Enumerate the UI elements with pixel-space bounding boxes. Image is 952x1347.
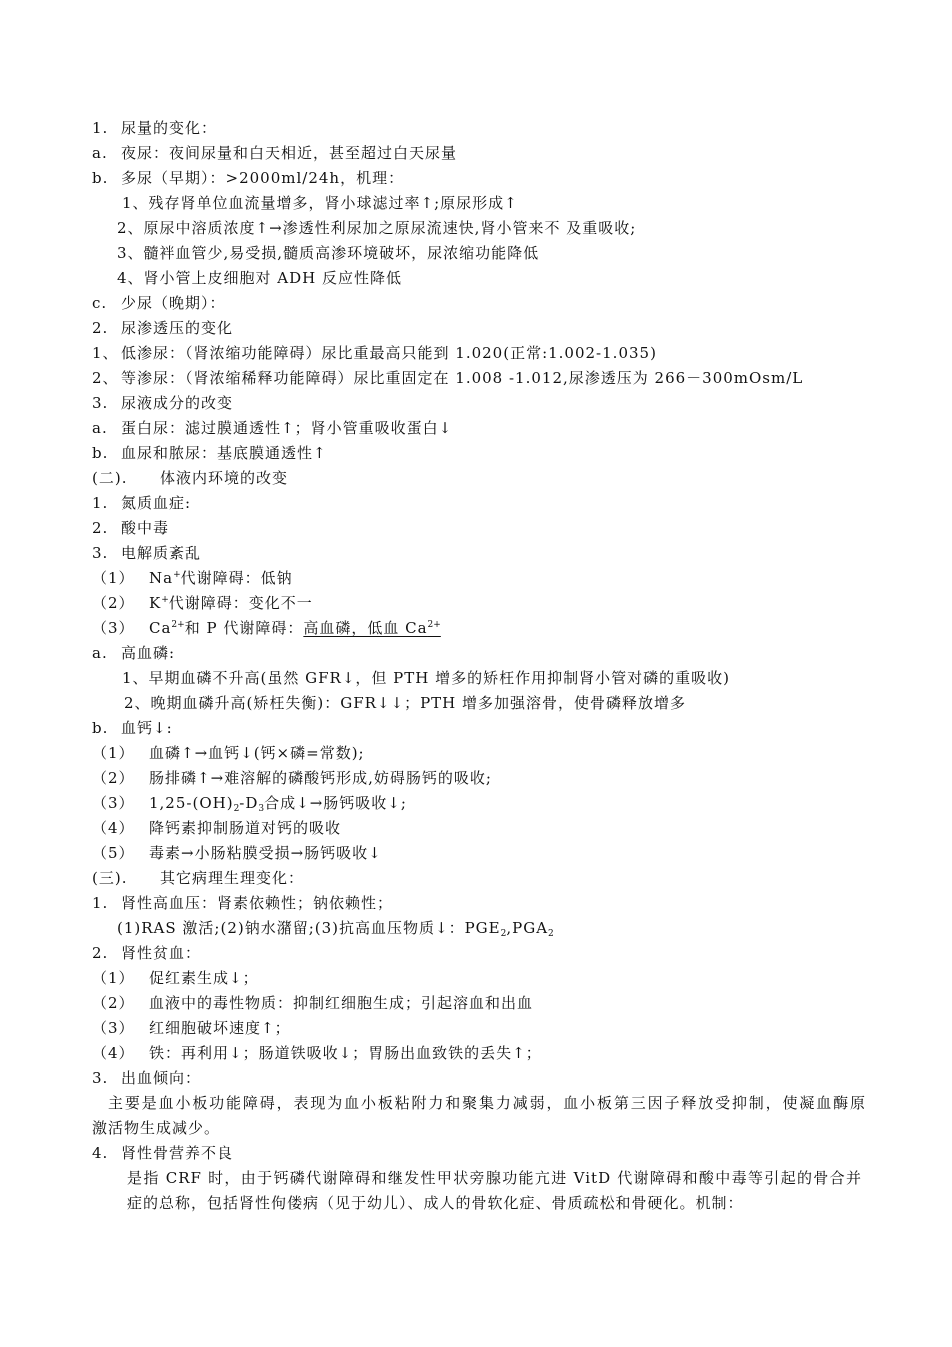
list-marker: （5） — [92, 844, 135, 862]
list-item — [92, 441, 892, 466]
line-text: 尿液成分的改变 — [121, 394, 234, 412]
line-text: 酸中毒 — [121, 519, 170, 537]
line-text: ,PGA — [506, 919, 549, 937]
list-item — [92, 741, 892, 766]
line-text: 尿量的变化： — [121, 119, 218, 137]
subscript: 2 — [548, 929, 554, 939]
list-item — [92, 841, 892, 866]
line-text: 出血倾向： — [121, 1069, 202, 1087]
underlined-text — [303, 619, 440, 637]
line-text: 3、髓袢血管少,易受损,髓质高渗环境破坏，尿浓缩功能降低 — [117, 244, 540, 262]
line-text: 和 P 代谢障碍： — [184, 619, 304, 637]
line-text: 尿渗透压的变化 — [121, 319, 234, 337]
list-item — [92, 291, 892, 316]
list-marker: （3） — [92, 1019, 135, 1037]
sub-item — [92, 666, 922, 691]
list-item — [92, 366, 892, 391]
line-text: 1,25-(OH) — [149, 794, 234, 812]
list-marker: （1） — [92, 969, 135, 987]
section-heading — [92, 891, 892, 916]
list-item — [92, 616, 892, 641]
line-text: 促红素生成↓； — [149, 969, 259, 987]
list-item — [92, 816, 892, 841]
line-text: 体液内环境的改变 — [160, 469, 289, 487]
list-item — [92, 791, 892, 816]
line-text: 血尿和脓尿：基底膜通透性↑ — [121, 444, 327, 462]
list-marker: b. — [92, 719, 109, 737]
line-text: 降钙素抑制肠道对钙的吸收 — [149, 819, 342, 837]
line-text: (1)RAS 激活;(2)钠水潴留;(3)抗高血压物质↓：PGE — [117, 919, 501, 937]
line-text: 高血磷: — [121, 644, 176, 662]
line-text: 电解质紊乱 — [121, 544, 202, 562]
list-item — [92, 641, 892, 666]
superscript: 2+ — [171, 620, 185, 630]
chapter-heading — [92, 866, 892, 891]
list-marker: 1. — [92, 894, 109, 912]
list-marker: （1） — [92, 744, 135, 762]
list-marker: (二). — [92, 469, 128, 487]
list-item — [92, 341, 892, 366]
line-text: -D — [239, 794, 259, 812]
section-heading — [92, 391, 892, 416]
sub-item — [92, 916, 917, 941]
sub-item — [92, 241, 917, 266]
line-text: 2、晚期血磷升高(矫枉失衡)：GFR↓↓；PTH 增多加强溶骨，使骨磷释放增多 — [124, 694, 687, 712]
line-text: 肾性高血压：肾素依赖性；钠依赖性； — [121, 894, 394, 912]
list-marker: a. — [92, 419, 108, 437]
paragraph-line: 主要是血小板功能障碍，表现为血小板粘附力和聚集力减弱，血小板第三因子释放受抑制，使凝血酶原 — [108, 1094, 866, 1112]
chapter-heading — [92, 466, 892, 491]
line-text: 夜尿：夜间尿量和白天相近，甚至超过白天尿量 — [121, 144, 458, 162]
list-marker: （3） — [92, 794, 135, 812]
line-text: 合成↓→肠钙吸收↓; — [264, 794, 407, 812]
line-text: 少尿（晚期）： — [121, 294, 226, 312]
list-marker: 2. — [92, 519, 109, 537]
list-marker: 3. — [92, 544, 109, 562]
list-marker: （4） — [92, 819, 135, 837]
list-item — [92, 966, 892, 991]
line-text: 1、残存肾单位血流量增多，肾小球滤过率↑;原尿形成↑ — [122, 194, 518, 212]
superscript: + — [173, 570, 181, 580]
list-marker: （2） — [92, 769, 135, 787]
underlined-text-part: 高血磷，低血 Ca — [303, 619, 428, 637]
line-text: 2、原尿中溶质浓度↑→渗透性利尿加之原尿流速快,肾小管来不 及重吸收; — [117, 219, 637, 237]
line-text: 氮质血症: — [121, 494, 192, 512]
list-marker: c. — [92, 294, 108, 312]
line-text: 血液中的毒性物质：抑制红细胞生成；引起溶血和出血 — [149, 994, 534, 1012]
line-text: 等渗尿：（肾浓缩稀释功能障碍）尿比重固定在 1.008 -1.012,尿渗透压为 266－300mOsm/L — [121, 369, 804, 387]
sub-item — [92, 216, 917, 241]
list-marker: 4. — [92, 1144, 109, 1162]
line-text: 多尿（早期）：>2000ml/24h，机理： — [121, 169, 405, 187]
list-marker: （2） — [92, 994, 135, 1012]
subscript: 2 — [500, 929, 507, 939]
line-text: 蛋白尿：滤过膜通透性↑；肾小管重吸收蛋白↓ — [121, 419, 453, 437]
list-marker: 2. — [92, 944, 109, 962]
list-marker: （4） — [92, 1044, 135, 1062]
line-text: 1、早期血磷不升高(虽然 GFR↓，但 PTH 增多的矫枉作用抑制肾小管对磷的重吸收) — [122, 669, 730, 687]
list-marker: a. — [92, 644, 108, 662]
line-text: 肾性贫血： — [121, 944, 202, 962]
paragraph-line: 是指 CRF 时，由于钙磷代谢障碍和继发性甲状旁腺功能亢进 VitD 代谢障碍和酸中毒等引起的骨合并 — [127, 1169, 862, 1187]
line-text: 其它病理生理变化： — [160, 869, 305, 887]
paragraph-line: 激活物生成减少。 — [92, 1119, 221, 1137]
section-heading — [92, 491, 892, 516]
line-text: K — [149, 594, 162, 612]
section-heading — [92, 1141, 892, 1166]
list-marker: 3. — [92, 394, 109, 412]
line-text: 4、肾小管上皮细胞对 ADH 反应性降低 — [117, 269, 403, 287]
section-heading — [92, 1066, 892, 1091]
list-marker: 1. — [92, 119, 109, 137]
line-text: 血钙↓: — [121, 719, 173, 737]
subscript: 2 — [233, 804, 240, 814]
list-item — [92, 591, 892, 616]
list-item — [92, 416, 892, 441]
list-marker: b. — [92, 169, 109, 187]
line-text: 代谢障碍：低钠 — [180, 569, 293, 587]
paragraph-line: 症的总称，包括肾性佝偻病（见于幼儿）、成人的骨软化症、骨质疏松和骨硬化。机制： — [127, 1194, 744, 1212]
list-marker: （1） — [92, 569, 135, 587]
section-heading — [92, 941, 892, 966]
list-item — [92, 1016, 892, 1041]
line-text: Na — [149, 569, 174, 587]
subscript: 3 — [258, 804, 265, 814]
list-marker: a. — [92, 144, 108, 162]
section-heading — [92, 316, 892, 341]
list-item — [92, 166, 892, 191]
section-heading — [92, 516, 892, 541]
list-marker: （3） — [92, 619, 135, 637]
line-text: 红细胞破坏速度↑； — [149, 1019, 291, 1037]
sub-item — [92, 191, 922, 216]
section-heading — [92, 116, 892, 141]
list-marker: b. — [92, 444, 109, 462]
list-marker: 2. — [92, 319, 109, 337]
superscript: + — [161, 595, 169, 605]
list-item — [92, 991, 892, 1016]
superscript: 2+ — [427, 620, 441, 630]
line-text: 肾性骨营养不良 — [121, 1144, 234, 1162]
list-item — [92, 766, 892, 791]
list-marker: 1、 — [92, 344, 119, 362]
list-item — [92, 141, 892, 166]
sub-item — [92, 691, 924, 716]
list-marker: 2、 — [92, 369, 119, 387]
list-marker: （2） — [92, 594, 135, 612]
line-text: 低渗尿：（肾浓缩功能障碍）尿比重最高只能到 1.020(正常:1.002-1.035) — [121, 344, 657, 362]
section-heading — [92, 541, 892, 566]
line-text: 肠排磷↑→难溶解的磷酸钙形成,妨碍肠钙的吸收; — [149, 769, 492, 787]
line-text: 血磷↑→血钙↓(钙×磷=常数); — [149, 744, 365, 762]
list-marker: 3. — [92, 1069, 109, 1087]
list-item — [92, 1041, 892, 1066]
sub-item — [92, 266, 917, 291]
line-text: Ca — [149, 619, 172, 637]
list-marker: 1. — [92, 494, 109, 512]
line-text: 铁：再利用↓；肠道铁吸收↓；胃肠出血致铁的丢失↑； — [149, 1044, 542, 1062]
list-item — [92, 566, 892, 591]
list-marker: (三). — [92, 869, 128, 887]
line-text: 代谢障碍：变化不一 — [168, 594, 313, 612]
list-item — [92, 716, 892, 741]
line-text: 毒素→小肠粘膜受损→肠钙吸收↓ — [149, 844, 382, 862]
